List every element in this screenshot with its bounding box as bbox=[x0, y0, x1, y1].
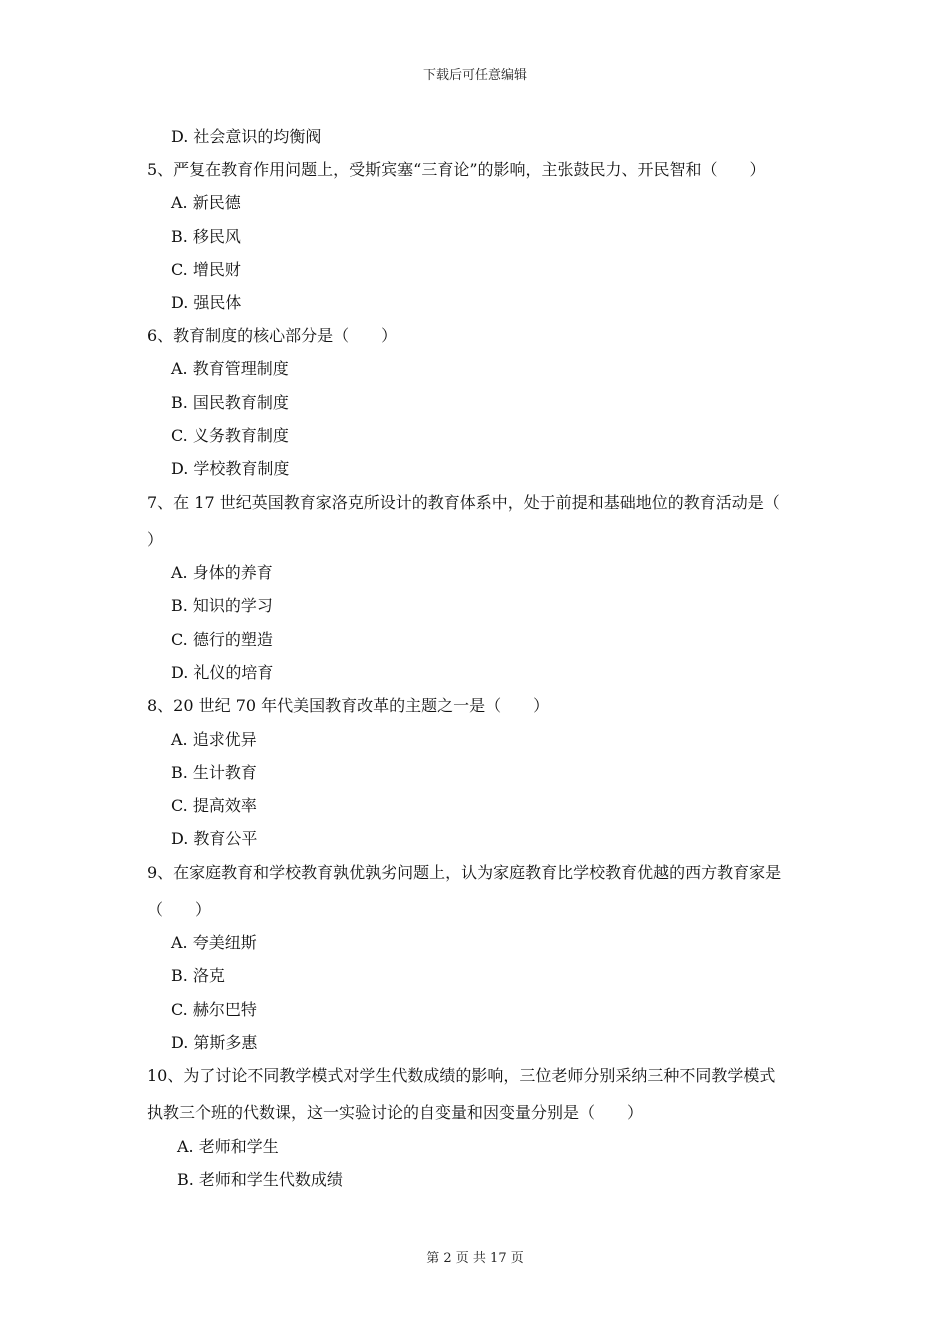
question-7-option-a: A. 身体的养育 bbox=[171, 563, 273, 582]
question-7-option-d: D. 礼仪的培育 bbox=[171, 663, 274, 682]
question-8-stem: 8、20 世纪 70 年代美国教育改革的主题之一是（ ） bbox=[147, 696, 550, 715]
question-9-stem-line1: 9、在家庭教育和学校教育孰优孰劣问题上，认为家庭教育比学校教育优越的西方教育家是 bbox=[147, 863, 782, 882]
question-8-option-a: A. 追求优异 bbox=[171, 730, 257, 749]
question-7-option-c: C. 德行的塑造 bbox=[171, 630, 273, 649]
question-9-option-d: D. 第斯多惠 bbox=[171, 1033, 258, 1052]
question-9-stem-line2: （ ） bbox=[147, 900, 212, 919]
question-10-stem-line2: 执教三个班的代数课，这一实验讨论的自变量和因变量分别是（ ） bbox=[147, 1103, 644, 1122]
option-d-prev-question: D. 社会意识的均衡阀 bbox=[171, 127, 322, 146]
question-9-option-a: A. 夸美纽斯 bbox=[171, 933, 257, 952]
question-5-option-d: D. 强民体 bbox=[171, 293, 242, 312]
question-6-option-c: C. 义务教育制度 bbox=[171, 426, 289, 445]
question-5-stem: 5、严复在教育作用问题上，受斯宾塞“三育论”的影响，主张鼓民力、开民智和（ ） bbox=[147, 160, 766, 179]
question-10-option-b: B. 老师和学生代数成绩 bbox=[177, 1170, 343, 1189]
page-footer: 第 2 页 共 17 页 bbox=[426, 1251, 524, 1266]
question-9-option-c: C. 赫尔巴特 bbox=[171, 1000, 257, 1019]
question-5-option-b: B. 移民风 bbox=[171, 227, 241, 246]
page-header: 下载后可任意编辑 bbox=[422, 68, 527, 83]
question-9-option-b: B. 洛克 bbox=[171, 966, 225, 985]
question-10-stem-line1: 10、为了讨论不同教学模式对学生代数成绩的影响，三位老师分别采纳三种不同教学模式 bbox=[147, 1066, 776, 1085]
question-6-option-a: A. 教育管理制度 bbox=[171, 359, 289, 378]
question-6-stem: 6、教育制度的核心部分是（ ） bbox=[147, 326, 398, 345]
question-6-option-d: D. 学校教育制度 bbox=[171, 459, 290, 478]
question-5-option-a: A. 新民德 bbox=[171, 193, 241, 212]
question-10-option-a: A. 老师和学生 bbox=[177, 1137, 279, 1156]
question-5-option-c: C. 增民财 bbox=[171, 260, 241, 279]
question-8-option-c: C. 提高效率 bbox=[171, 796, 257, 815]
question-7-stem-line2: ） bbox=[147, 530, 164, 549]
question-6-option-b: B. 国民教育制度 bbox=[171, 393, 289, 412]
question-8-option-d: D. 教育公平 bbox=[171, 829, 258, 848]
question-7-stem-line1: 7、在 17 世纪英国教育家洛克所设计的教育体系中，处于前提和基础地位的教育活动是（ bbox=[147, 493, 780, 512]
question-7-option-b: B. 知识的学习 bbox=[171, 596, 273, 615]
question-8-option-b: B. 生计教育 bbox=[171, 763, 257, 782]
